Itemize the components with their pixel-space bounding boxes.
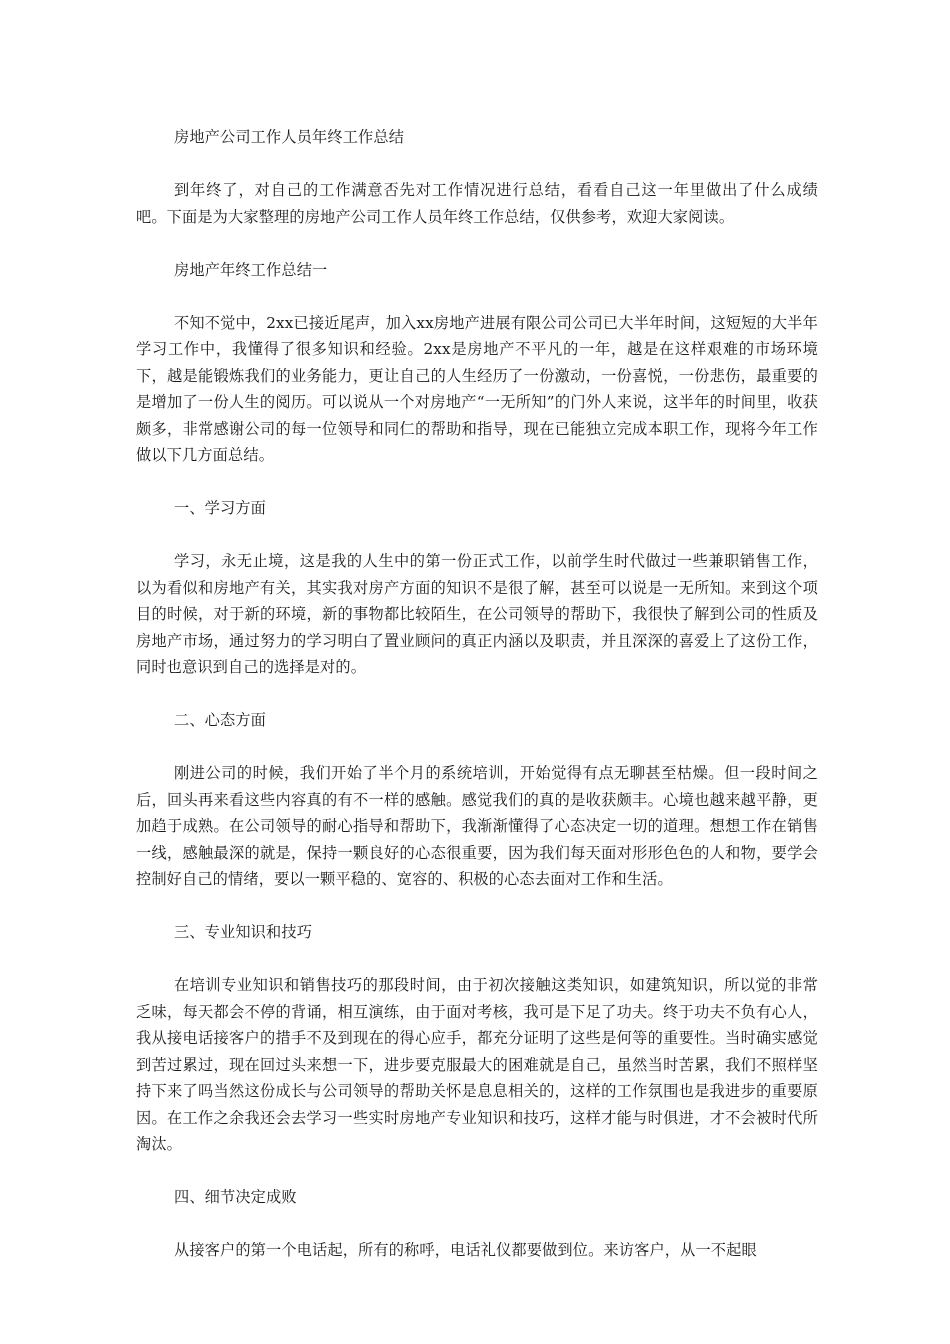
- paragraph-mindset: 刚进公司的时候，我们开始了半个月的系统培训，开始觉得有点无聊甚至枯燥。但一段时间之后，回头再来看这些内容真的有不一样的感触。感觉我们的真的是收获颇丰。心境也越来越平静，更加趋于成熟。在公司领导的耐心指导和帮助下，我渐渐懂得了心态决定一切的道理。想想工作在销售一线，感触最深的就是，保持一颗良好的心态很重要，因为我们每天面对形形色色的人和物，要学会控制好自己的情绪，要以一颗平稳的、宽容的、积极的心态去面对工作和生活。: [136, 764, 818, 888]
- heading-study: 一、学习方面: [174, 499, 267, 517]
- opening-paragraph: 不知不觉中，2xx已接近尾声，加入xx房地产进展有限公司公司已大半年时间，这短短的大半年学习工作中，我懂得了很多知识和经验。2xx是房地产不平凡的一年，越是在这样艰难的市场环境下，越是能锻炼我们的业务能力，更让自己的人生经历了一份激动，一份喜悦，一份悲伤，最重要的是增加了一份人生的阅历。可以说从一个对房地产“一无所知”的门外人来说，这半年的时间里，收获颇多，非常感谢公司的每一位领导和同仁的帮助和指导，现在已能独立完成本职工作，现将今年工作做以下几方面总结。: [136, 313, 818, 464]
- section-title: 房地产年终工作总结一: [174, 260, 328, 279]
- document-body: [136, 124, 818, 1290]
- intro-paragraph: 到年终了，对自己的工作满意否先对工作情况进行总结，看看自己这一年里做出了什么成绩吧。下面是为大家整理的房地产公司工作人员年终工作总结，仅供参考，欢迎大家阅读。: [136, 181, 818, 226]
- paragraph-study: 学习，永无止境，这是我的人生中的第一份正式工作，以前学生时代做过一些兼职销售工作，以为看似和房地产有关，其实我对房产方面的知识不是很了解，甚至可以说是一无所知。来到这个项目的时候，对于新的环境，新的事物都比较陌生，在公司领导的帮助下，我很快了解到公司的性质及房地产市场，通过努力的学习明白了置业顾问的真正内涵以及职责，并且深深的喜爱上了这份工作，同时也意识到自己的选择是对的。: [136, 552, 818, 676]
- document-title: 房地产公司工作人员年终工作总结: [174, 128, 405, 146]
- heading-details: 四、细节决定成败: [174, 1188, 297, 1206]
- heading-mindset: 二、心态方面: [174, 711, 267, 729]
- heading-skills: 三、专业知识和技巧: [174, 923, 313, 941]
- paragraph-skills: 在培训专业知识和销售技巧的那段时间，由于初次接触这类知识，如建筑知识，所以觉的非常乏味，每天都会不停的背诵，相互演练，由于面对考核，我可是下足了功夫。终于功夫不负有心人，我从接电话接客户的措手不及到现在的得心应手，都充分证明了这些是何等的重要性。当时确实感觉到苦过累过，现在回过头来想一下，进步要克服最大的困难就是自己，虽然当时苦累，我们不照样坚持下来了吗当然这份成长与公司领导的帮助关怀是息息相关的，这样的工作氛围也是我进步的重要原因。在工作之余我还会去学习一些实时房地产专业知识和技巧，这样才能与时俱进，才不会被时代所淘汰。: [136, 976, 818, 1153]
- paragraph-details: 从接客户的第一个电话起，所有的称呼，电话礼仪都要做到位。来访客户，从一不起眼: [174, 1241, 757, 1259]
